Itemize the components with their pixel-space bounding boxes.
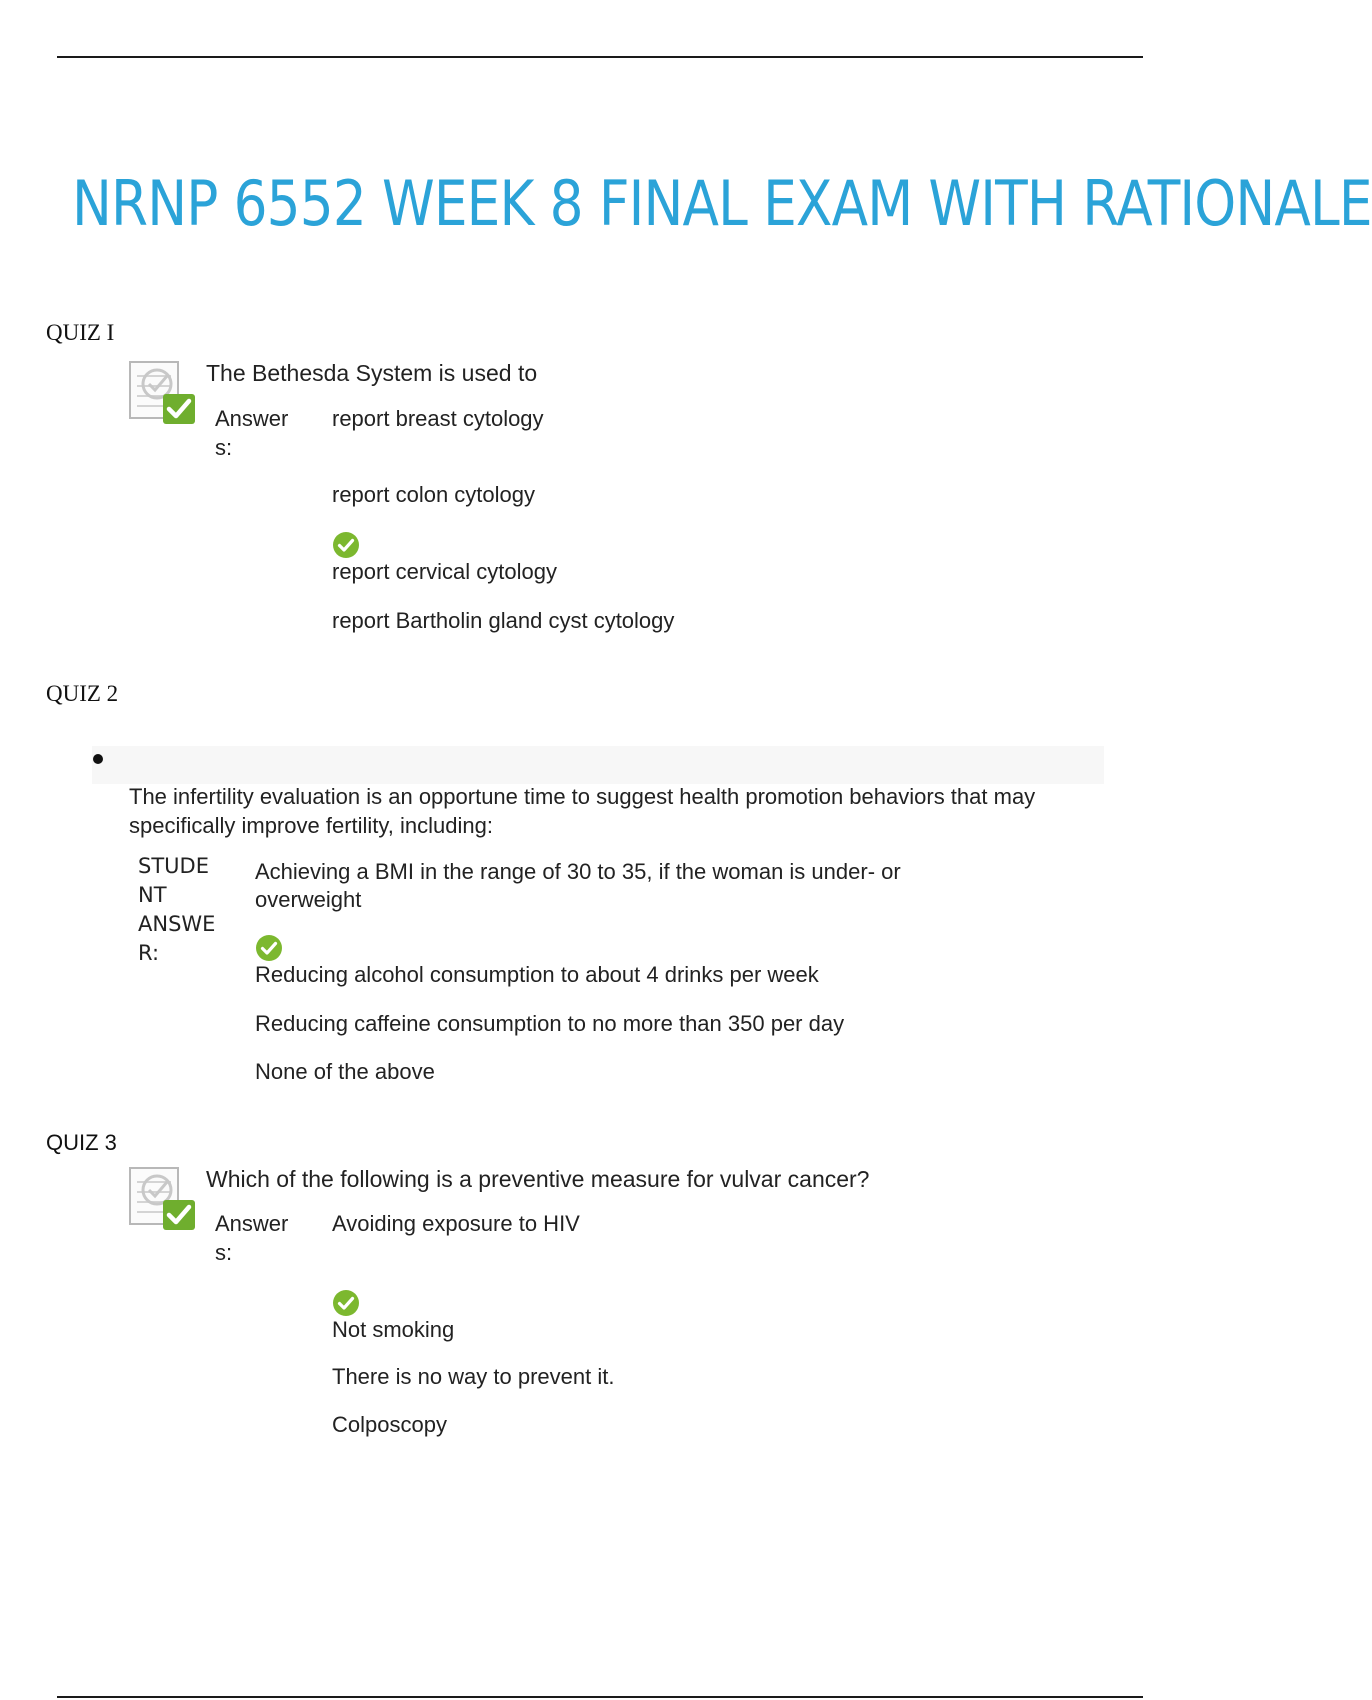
quiz-3-option-2[interactable]: Not smoking bbox=[332, 1317, 455, 1342]
list-bullet bbox=[93, 754, 103, 764]
quiz-2-option-1[interactable]: Achieving a BMI in the range of 30 to 35, if the woman is under- or overweight bbox=[255, 859, 901, 912]
graded-quiz-icon bbox=[127, 1164, 197, 1234]
quiz-1-option-1[interactable]: report breast cytology bbox=[332, 406, 544, 431]
quiz-2-answers-label: STUDE NT ANSWE R: bbox=[138, 854, 216, 965]
quiz-3-question: Which of the following is a preventive measure for vulvar cancer? bbox=[206, 1166, 870, 1192]
quiz-2-label: QUIZ 2 bbox=[46, 681, 119, 706]
quiz-1-label: QUIZ I bbox=[46, 320, 115, 345]
quiz-3-option-3[interactable]: There is no way to prevent it. bbox=[332, 1364, 615, 1389]
quiz-1-option-4[interactable]: report Bartholin gland cyst cytology bbox=[332, 608, 675, 633]
bullet-band bbox=[92, 746, 1104, 784]
quiz-2-option-2[interactable]: Reducing alcohol consumption to about 4 drinks per week bbox=[255, 962, 819, 987]
correct-check-icon bbox=[332, 531, 360, 559]
bottom-rule bbox=[57, 1696, 1143, 1698]
top-rule bbox=[57, 56, 1143, 58]
quiz-1-option-3[interactable]: report cervical cytology bbox=[332, 559, 557, 584]
graded-quiz-icon bbox=[127, 358, 197, 428]
correct-check-icon bbox=[255, 934, 283, 962]
quiz-2-option-3[interactable]: Reducing caffeine consumption to no more than 350 per day bbox=[255, 1011, 845, 1036]
quiz-3-label: QUIZ 3 bbox=[46, 1130, 117, 1155]
quiz-3-option-1[interactable]: Avoiding exposure to HIV bbox=[332, 1211, 580, 1236]
document-title: NRNP 6552 WEEK 8 FINAL EXAM WITH RATIONALE bbox=[72, 167, 1372, 240]
quiz-2-option-4[interactable]: None of the above bbox=[255, 1059, 435, 1084]
quiz-1-answers-label: Answer s: bbox=[215, 406, 289, 460]
quiz-3-answers-label: Answer s: bbox=[215, 1211, 289, 1265]
quiz-2-question: The infertility evaluation is an opportune time to suggest health promotion behaviors that may specifically improve fertility, including: bbox=[129, 784, 1036, 838]
quiz-1-question: The Bethesda System is used to bbox=[206, 360, 538, 386]
quiz-3-option-4[interactable]: Colposcopy bbox=[332, 1412, 447, 1437]
correct-check-icon bbox=[332, 1289, 360, 1317]
quiz-1-option-2[interactable]: report colon cytology bbox=[332, 482, 535, 507]
